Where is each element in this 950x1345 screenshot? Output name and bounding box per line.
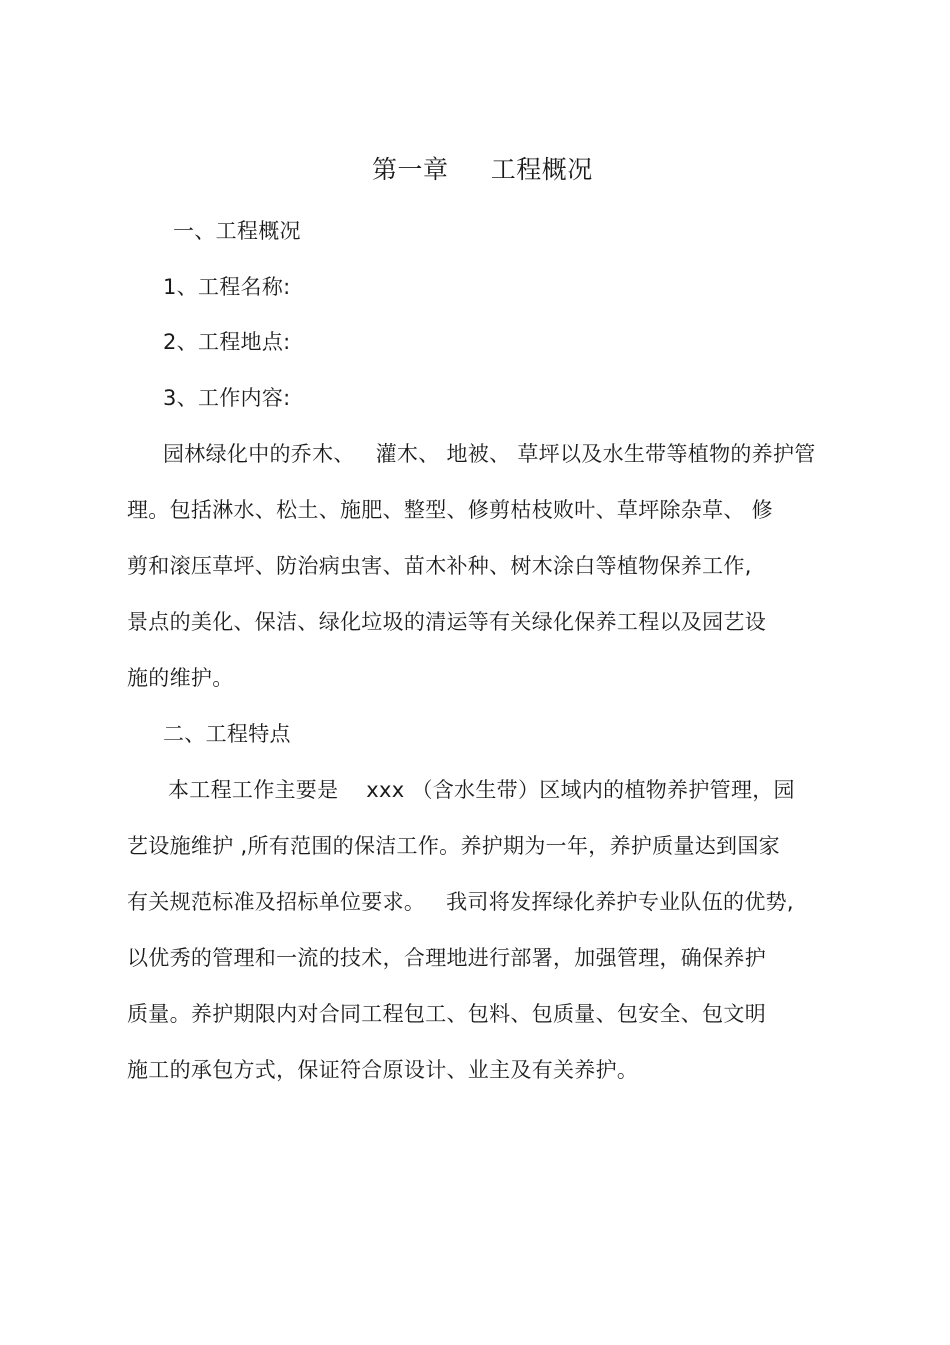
section-heading-overview: 一、工程概况	[173, 219, 301, 243]
section-heading-features: 二、工程特点	[163, 722, 291, 746]
paragraph-line: 本工程工作主要是 xxx （含水生带）区域内的植物养护管理，园	[168, 778, 795, 802]
paragraph-line: 施的维护。	[127, 666, 234, 690]
paragraph-line: 景点的美化、保洁、绿化垃圾的清运等有关绿化保养工程以及园艺设	[127, 610, 766, 634]
item-project-name: 1、工程名称:	[163, 275, 291, 299]
paragraph-line: 理。包括淋水、松土、施肥、整型、修剪枯枝败叶、草坪除杂草、 修	[127, 498, 773, 522]
paragraph-line: 园林绿化中的乔木、 灌木、 地被、 草坪以及水生带等植物的养护管	[163, 442, 816, 466]
item-project-location: 2、工程地点:	[163, 330, 291, 354]
paragraph-line: 以优秀的管理和一流的技术，合理地进行部署，加强管理，确保养护	[127, 946, 766, 970]
paragraph-line: 剪和滚压草坪、防治病虫害、苗木补种、树木涂白等植物保养工作,	[127, 554, 752, 578]
chapter-title: 第一章 工程概况	[372, 155, 593, 184]
paragraph-line: 质量。养护期限内对合同工程包工、包料、包质量、包安全、包文明	[127, 1002, 766, 1026]
paragraph-line: 艺设施维护 ,所有范围的保洁工作。养护期为一年，养护质量达到国家	[127, 834, 780, 858]
paragraph-line: 有关规范标准及招标单位要求。 我司将发挥绿化养护专业队伍的优势,	[127, 890, 794, 914]
paragraph-line: 施工的承包方式，保证符合原设计、业主及有关养护。	[127, 1058, 639, 1082]
item-work-content: 3、工作内容:	[163, 386, 291, 410]
